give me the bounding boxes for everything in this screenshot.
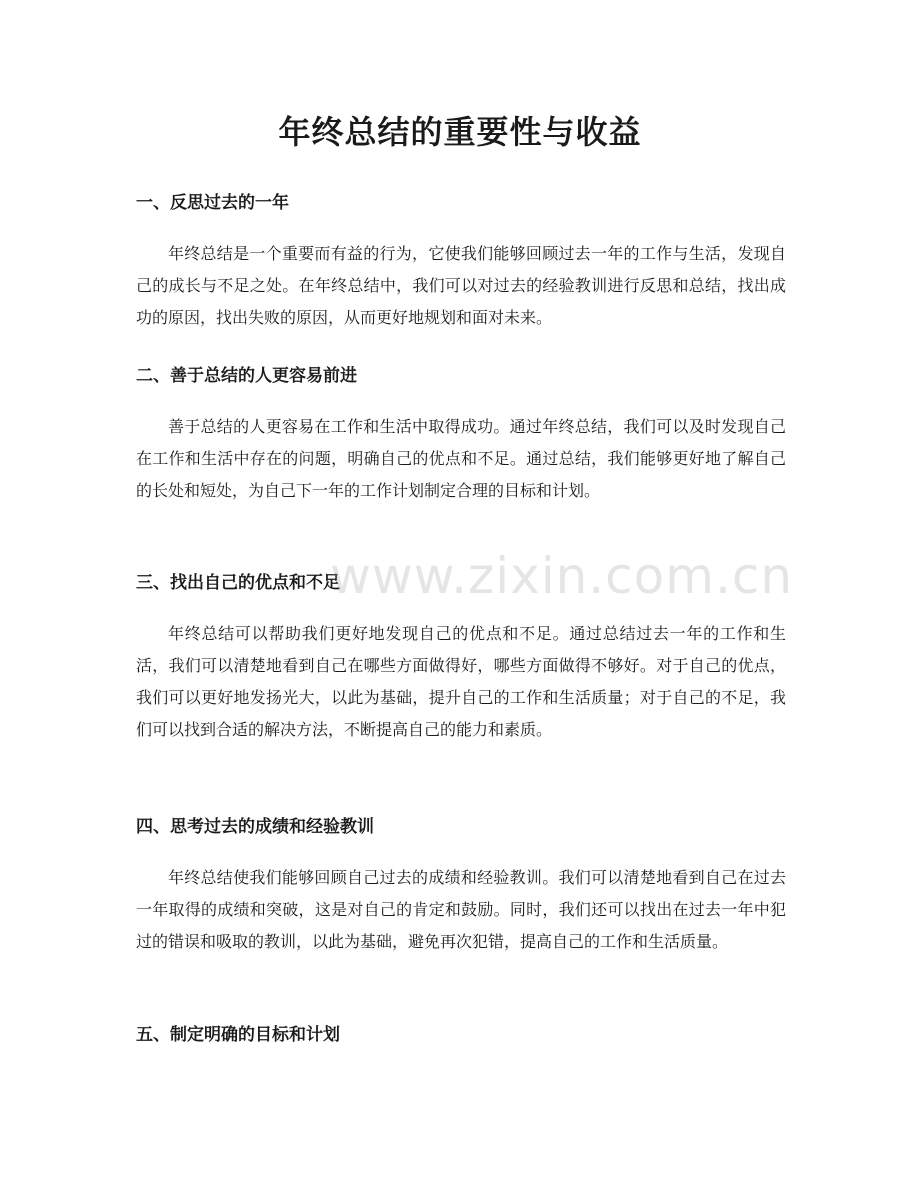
section-heading: 一、反思过去的一年 [136,193,289,213]
section-paragraph: 善于总结的人更容易在工作和生活中取得成功。通过年终总结，我们可以及时发现自己在工作和生活中存在的问题，明确自己的优点和不足。通过总结，我们能够更好地了解自己的长处和短处，为自己下一年的工作计划制定合理的目标和计划。 [136,417,786,500]
section-1 [136,190,786,334]
section-3 [136,570,786,746]
section-paragraph: 年终总结可以帮助我们更好地发现自己的优点和不足。通过总结过去一年的工作和生活，我们可以清楚地看到自己在哪些方面做得好，哪些方面做得不够好。对于自己的优点，我们可以更好地发扬光大，以此为基础，提升自己的工作和生活质量；对于自己的不足，我们可以找到合适的解决方法，不断提高自己的能力和素质。 [136,624,786,739]
watermark: www.zixin.com.cn [330,547,794,605]
section-paragraph: 年终总结是一个重要而有益的行为，它使我们能够回顾过去一年的工作与生活，发现自己的成长与不足之处。在年终总结中，我们可以对过去的经验教训进行反思和总结，找出成功的原因，找出失败的原因，从而更好地规划和面对未来。 [136,244,786,327]
section-heading: 三、找出自己的优点和不足 [136,573,340,593]
section-heading: 五、制定明确的目标和计划 [136,1025,340,1045]
section-heading: 四、思考过去的成绩和经验教训 [136,817,374,837]
section-paragraph: 年终总结使我们能够回顾自己过去的成绩和经验教训。我们可以清楚地看到自己在过去一年取得的成绩和突破，这是对自己的肯定和鼓励。同时，我们还可以找出在过去一年中犯过的错误和吸取的教训，以此为基础，避免再次犯错，提高自己的工作和生活质量。 [136,868,786,951]
page-title: 年终总结的重要性与收益 [278,113,642,151]
section-heading: 二、善于总结的人更容易前进 [136,366,357,386]
section-2 [136,363,786,507]
section-4 [136,814,786,958]
section-5 [136,1022,786,1048]
